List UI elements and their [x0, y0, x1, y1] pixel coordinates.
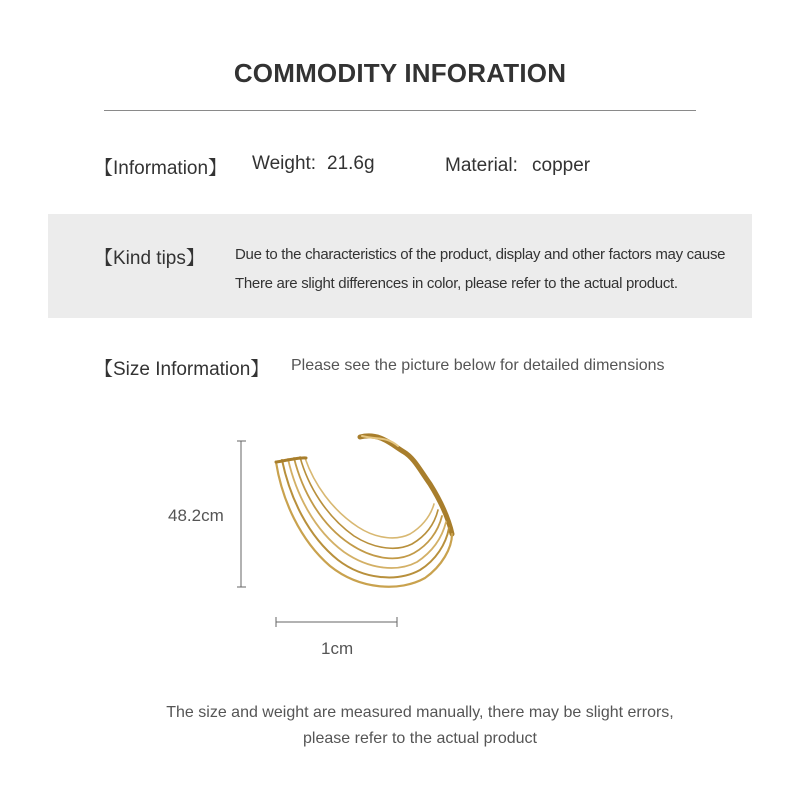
width-dimension-line [276, 617, 397, 627]
kind-tips-label: 【Kind tips】 [94, 248, 205, 269]
necklace-image [276, 436, 452, 587]
height-dimension-label: 48.2cm [168, 506, 224, 525]
page-title: COMMODITY INFORATION [233, 58, 567, 88]
weight-value: 21.6g [327, 153, 375, 174]
information-label: 【Information】 [94, 158, 228, 179]
height-dimension-line [237, 441, 246, 587]
material-value: copper [532, 155, 591, 176]
weight-label: Weight: [252, 153, 317, 174]
size-information-label: 【Size Information】 [94, 359, 270, 380]
width-dimension-label: 1cm [321, 639, 354, 658]
footer-note-line-1: The size and weight are measured manually, there may be slight errors, [166, 704, 674, 721]
size-information-text: Please see the picture below for detailed dimensions [291, 357, 665, 374]
kind-tips-line-1: Due to the characteristics of the product, display and other factors may cause [235, 246, 726, 263]
material-label: Material: [445, 155, 518, 176]
footer-note-line-2: please refer to the actual product [303, 730, 537, 747]
kind-tips-line-2: There are slight differences in color, please refer to the actual product. [235, 275, 678, 292]
